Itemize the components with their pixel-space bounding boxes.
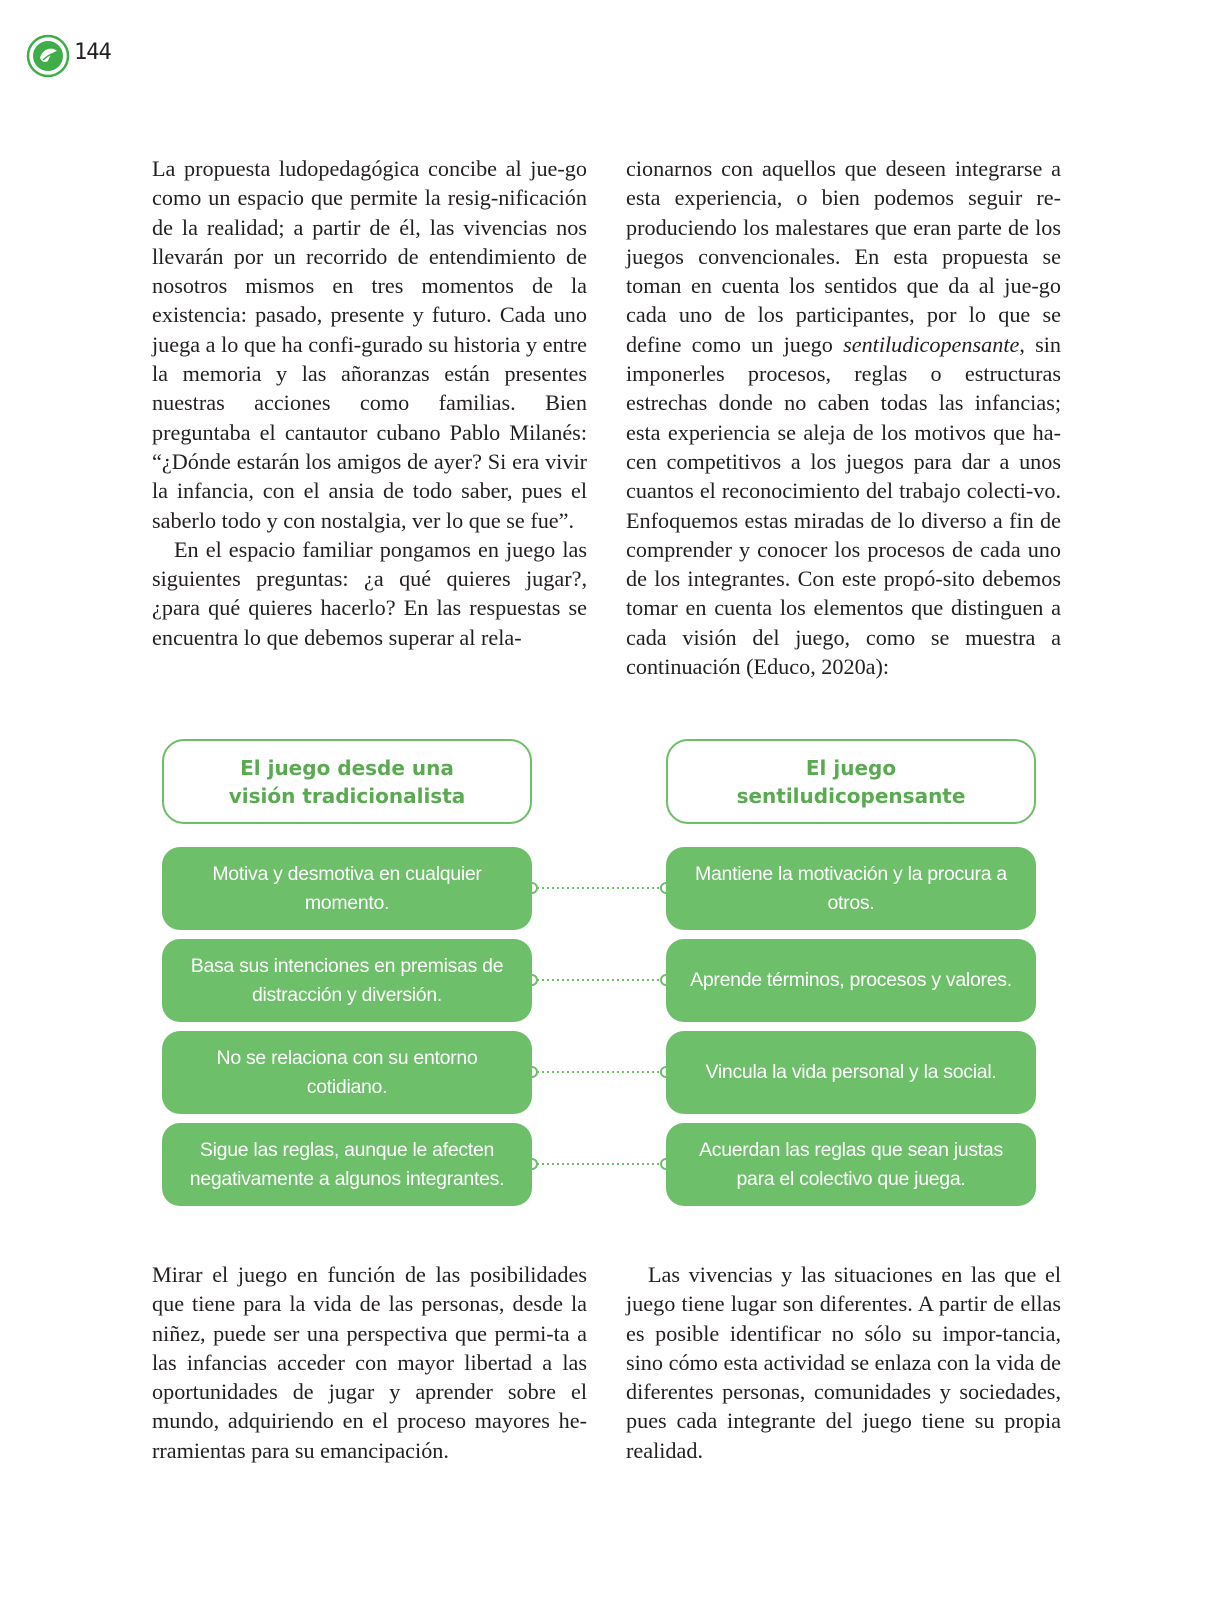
traditional-item: No se relaciona con su entorno cotidiano. [162,1031,532,1114]
sentiludicopensante-item: Vincula la vida personal y la social. [666,1031,1036,1114]
traditional-item: Sigue las reglas, aunque le afecten negativamente a algunos integrantes. [162,1123,532,1206]
intro-column-right [626,154,1061,681]
paragraph-text: , sin imponerles procesos, reglas o estructuras estrechas donde no caben todas las infancias; esta experiencia se aleja de los motivos que ha-cen competitivos a los juegos para dar a unos cuantos el reconocimiento del trabajo colecti-vo. Enfoquemos estas miradas de lo diverso a fin de comprender y conocer los procesos de cada uno de los integrantes. Con este propó-sito debemos tomar en cuenta los elementos que distinguen a cada visión del juego, como se muestra a continuación (Educo, 2020a): [626,331,1061,680]
paragraph: Las vivencias y las situaciones en las que el juego tiene lugar son diferentes. A partir de ellas es posible identificar no sólo su impor-tancia, sino cómo esta actividad se enlaza con la vida de diferentes personas, comunidades y sociedades, pues cada integrante del juego tiene su propia realidad. [626,1262,1061,1463]
traditional-header: El juego desde una visión tradicionalista [162,739,532,824]
paragraph: Mirar el juego en función de las posibilidades que tiene para la vida de las personas, desde la niñez, puede ser una perspectiva que permi-ta a las infancias acceder con mayor libertad a las oportunidades de jugar y aprender sobre el mundo, adquiriendo en el proceso mayores he-rramientas para su emancipación. [152,1262,587,1463]
paragraph [626,154,1061,681]
leaf-globe-icon [26,34,70,78]
sentiludicopensante-item: Mantiene la motivación y la procura a otros. [666,847,1036,930]
sentiludicopensante-item: Acuerdan las reglas que sean justas para el colectivo que juega. [666,1123,1036,1206]
paragraph: La propuesta ludopedagógica concibe al jue-go como un espacio que permite la resig-nificación de la realidad; a partir de él, las vivencias nos llevarán por un recorrido de entendimiento de nosotros mismos en tres momentos de la existencia: pasado, presente y futuro. Cada uno juega a lo que ha confi-gurado su historia y entre la memoria y las añoranzas están presentes nuestras acciones como familias. Bien preguntaba el cantautor cubano Pablo Milanés: “¿Dónde estarán los amigos de ayer? Si era vivir la infancia, con el ansia de todo saber, pues el saberlo todo y con nostalgia, ver lo que se fue”. [152,156,587,533]
closing-column-right [626,1260,1061,1465]
sentiludicopensante-header: El juego sentiludicopensante [666,739,1036,824]
closing-column-left [152,1260,587,1465]
sentiludicopensante-item: Aprende términos, procesos y valores. [666,939,1036,1022]
page-number: 144 [74,40,111,65]
traditional-item: Basa sus intenciones en premisas de distracción y diversión. [162,939,532,1022]
italic-term: sentiludicopensante [843,331,1020,357]
intro-column-left [152,154,587,652]
paragraph-text: cionarnos con aquellos que deseen integrarse a esta experiencia, o bien podemos seguir re-produciendo los malestares que eran parte de los juegos convencionales. En esta propuesta se toman en cuenta los sentidos que da al jue-go cada uno de los participantes, por lo que se define como un juego [626,156,1061,357]
paragraph: En el espacio familiar pongamos en juego las siguientes preguntas: ¿a qué quieres jugar?, ¿para qué quieres hacerlo? En las respuestas se encuentra lo que debemos superar al rela- [152,536,587,650]
traditional-item: Motiva y desmotiva en cualquier momento. [162,847,532,930]
